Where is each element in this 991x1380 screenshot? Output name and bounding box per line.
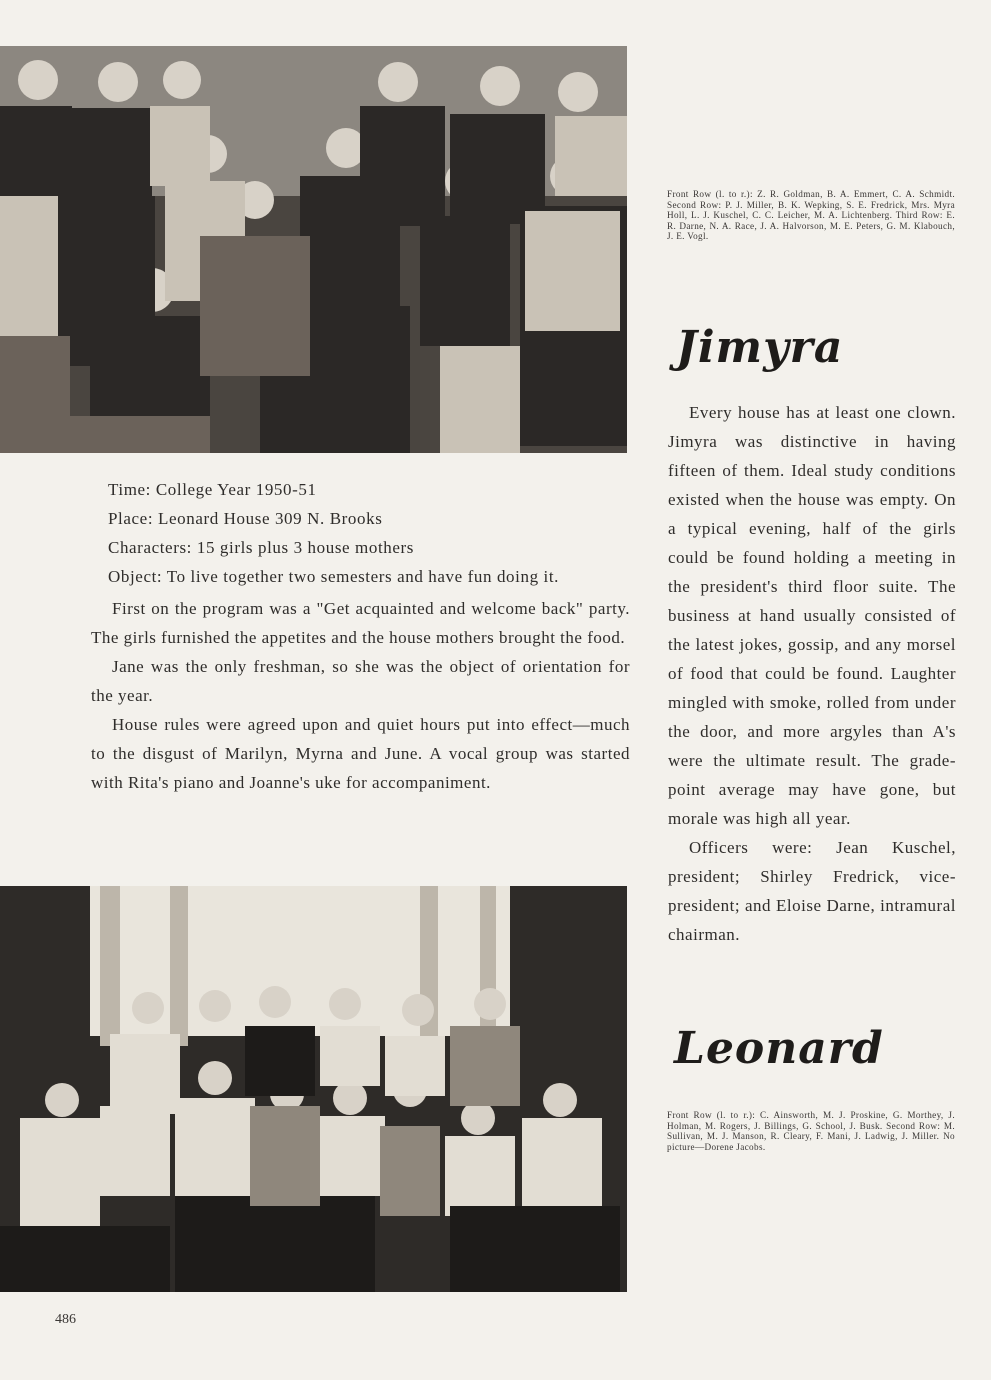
left-paragraph-2: Jane was the only freshman, so she was the object of orientation for the year.	[91, 657, 630, 705]
leonard-photo-caption: Front Row (l. to r.): C. Ainsworth, M. J. Proskine, G. Morthey, J. Holman, M. Rogers, J. Billings, G. School, J. Busk. Second Row: M. Sullivan, M. J. Manson, R. Cleary, F. Mani, J. Ladwig, J. Miller. No picture—Dorene Jacobs.	[667, 1110, 955, 1152]
left-paragraph-1: First on the program was a "Get acquainted and welcome back" party. The girls furnished the appetites and the house mothers brought the food.	[91, 599, 630, 647]
leonard-group-photo	[0, 886, 627, 1292]
meta-time: Time: College Year 1950-51	[108, 480, 317, 499]
right-paragraph-2: Officers were: Jean Kuschel, president; Shirley Fredrick, vice-president; and Eloise Darne, intramural chairman.	[668, 838, 956, 944]
meta-place: Place: Leonard House 309 N. Brooks	[108, 509, 383, 528]
right-article-body	[668, 398, 956, 949]
jimyra-title: Jimyra	[676, 322, 844, 373]
meta-characters: Characters: 15 girls plus 3 house mothers	[108, 538, 414, 557]
leonard-title: Leonard	[674, 1023, 884, 1074]
jimyra-photo-caption: Front Row (l. to r.): Z. R. Goldman, B. A. Emmert, C. A. Schmidt. Second Row: P. J. Miller, B. K. Wepking, S. E. Fredrick, Mrs. Myra Holl, L. J. Kuschel, C. C. Leicher, M. A. Lichtenberg. Third Row: E. R. Darne, N. A. Race, J. A. Halvorson, M. E. Peters, G. M. Klabouch, J. E. Vogl.	[667, 189, 955, 242]
left-article-body	[91, 594, 630, 797]
meta-object: Object: To live together two semesters and have fun doing it.	[108, 567, 560, 586]
left-paragraph-3: House rules were agreed upon and quiet hours put into effect—much to the disgust of Marilyn, Myrna and June. A vocal group was started with Rita's piano and Joanne's uke for accompaniment.	[91, 715, 630, 792]
page-number: 486	[55, 1312, 76, 1327]
leonard-photo-figures	[0, 886, 627, 1292]
right-paragraph-1: Every house has at least one clown. Jimyra was distinctive in having fifteen of them. Ideal study conditions existed when the house was empty. On a typical evening, half of the girls could be found holding a meeting in the president's third floor suite. The business at hand usually consisted of the latest jokes, gossip, and any morsel of food that could be found. Laughter mingled with smoke, rolled from under the door, and more argyles than A's were the ultimate result. The grade-point average may have gone, but morale was high all year.	[668, 403, 956, 828]
jimyra-group-photo	[0, 46, 627, 453]
jimyra-photo-figures	[0, 46, 627, 453]
